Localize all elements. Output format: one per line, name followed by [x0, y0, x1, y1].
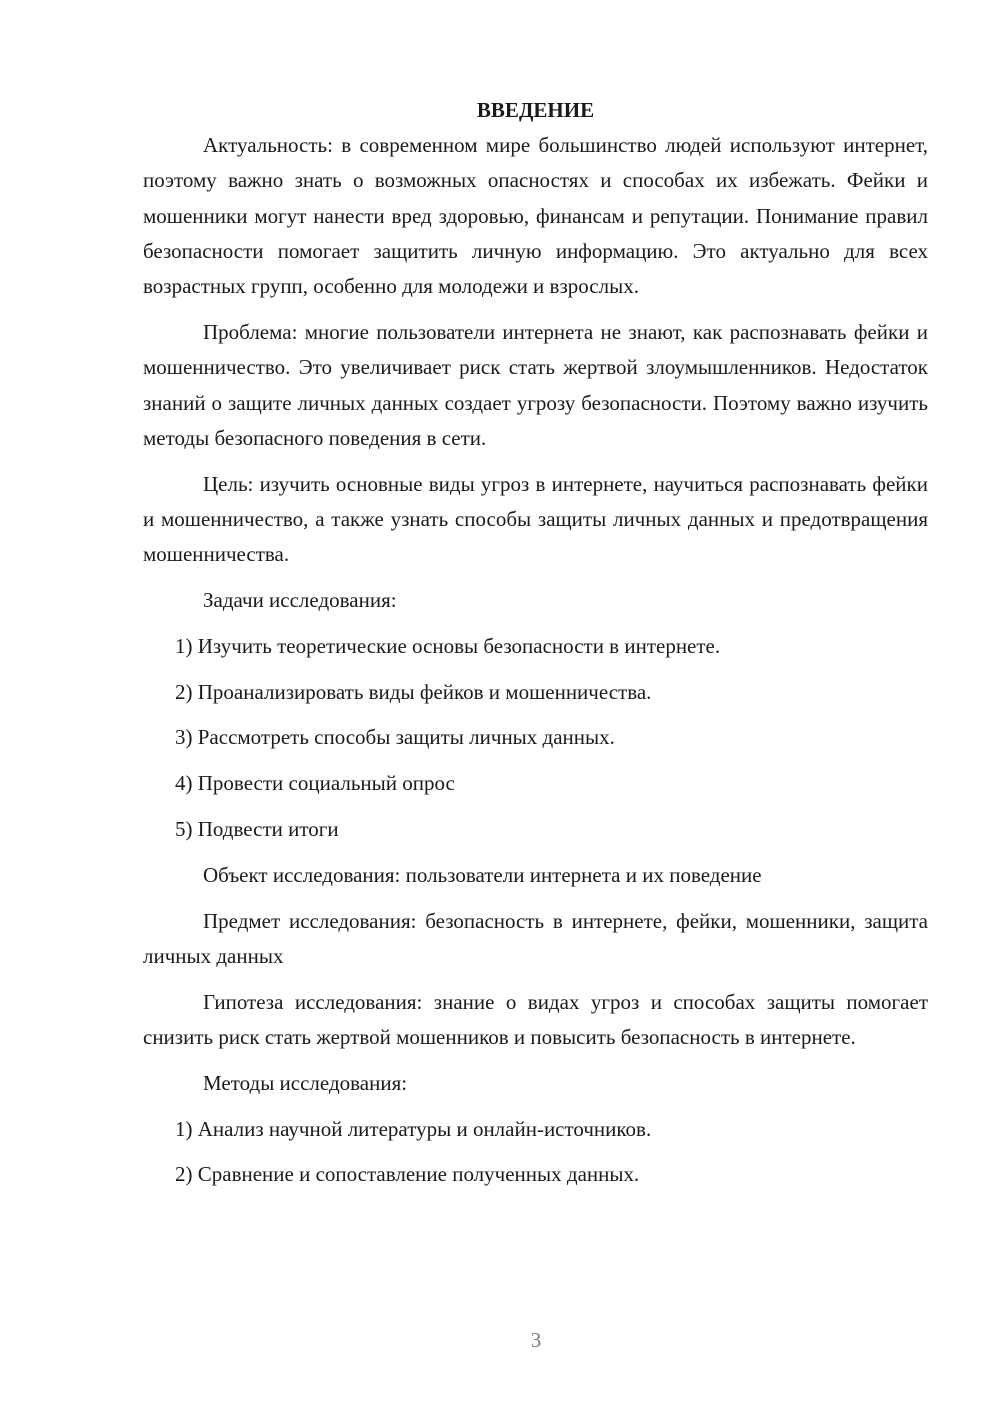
task-item: 3) Рассмотреть способы защиты личных данных.: [175, 725, 615, 750]
tasks-label: Задачи исследования:: [203, 588, 397, 613]
method-item: 1) Анализ научной литературы и онлайн-источников.: [175, 1116, 652, 1141]
methods-label: Методы исследования:: [203, 1070, 408, 1095]
page-number: 3: [530, 1328, 542, 1352]
task-item: 1) Изучить теоретические основы безопасности в интернете.: [175, 633, 721, 658]
method-item: 2) Сравнение и сопоставление полученных данных.: [175, 1162, 640, 1187]
subject-paragraph: Предмет исследования: безопасность в интернете, фейки, мошенники, защита личных данных: [143, 908, 928, 968]
task-item: 4) Провести социальный опрос: [175, 771, 455, 796]
object-paragraph: Объект исследования: пользователи интернета и их поведение: [203, 862, 762, 887]
goal-paragraph: Цель: изучить основные виды угроз в интернете, научиться распознавать фейки и мошенничество, а также узнать способы защиты личных данных и предотвращения мошенничества.: [143, 471, 928, 567]
document-page: [143, 93, 928, 1203]
problem-paragraph: Проблема: многие пользователи интернета не знают, как распознавать фейки и мошенничество. Это увеличивает риск стать жертвой злоумышленников. Недостаток знаний о защите личных данных создает угрозу безопасности. Поэтому важно изучить методы безопасного поведения в сети.: [143, 319, 928, 450]
task-item: 5) Подвести итоги: [175, 817, 339, 842]
task-item: 2) Проанализировать виды фейков и мошенничества.: [175, 679, 652, 704]
hypothesis-paragraph: Гипотеза исследования: знание о видах угроз и способах защиты помогает снизить риск стать жертвой мошенников и повысить безопасность в интернете.: [143, 989, 928, 1050]
section-heading: ВВЕДЕНИЕ: [476, 98, 595, 122]
relevance-paragraph: Актуальность: в современном мире большинство людей используют интернет, поэтому важно знать о возможных опасностях и способах их избежать. Фейки и мошенники могут нанести вред здоровью, финансам и репутации. Понимание правил безопасности помогает защитить личную информацию. Это актуально для всех возрастных групп, особенно для молодежи и взрослых.: [143, 133, 928, 299]
